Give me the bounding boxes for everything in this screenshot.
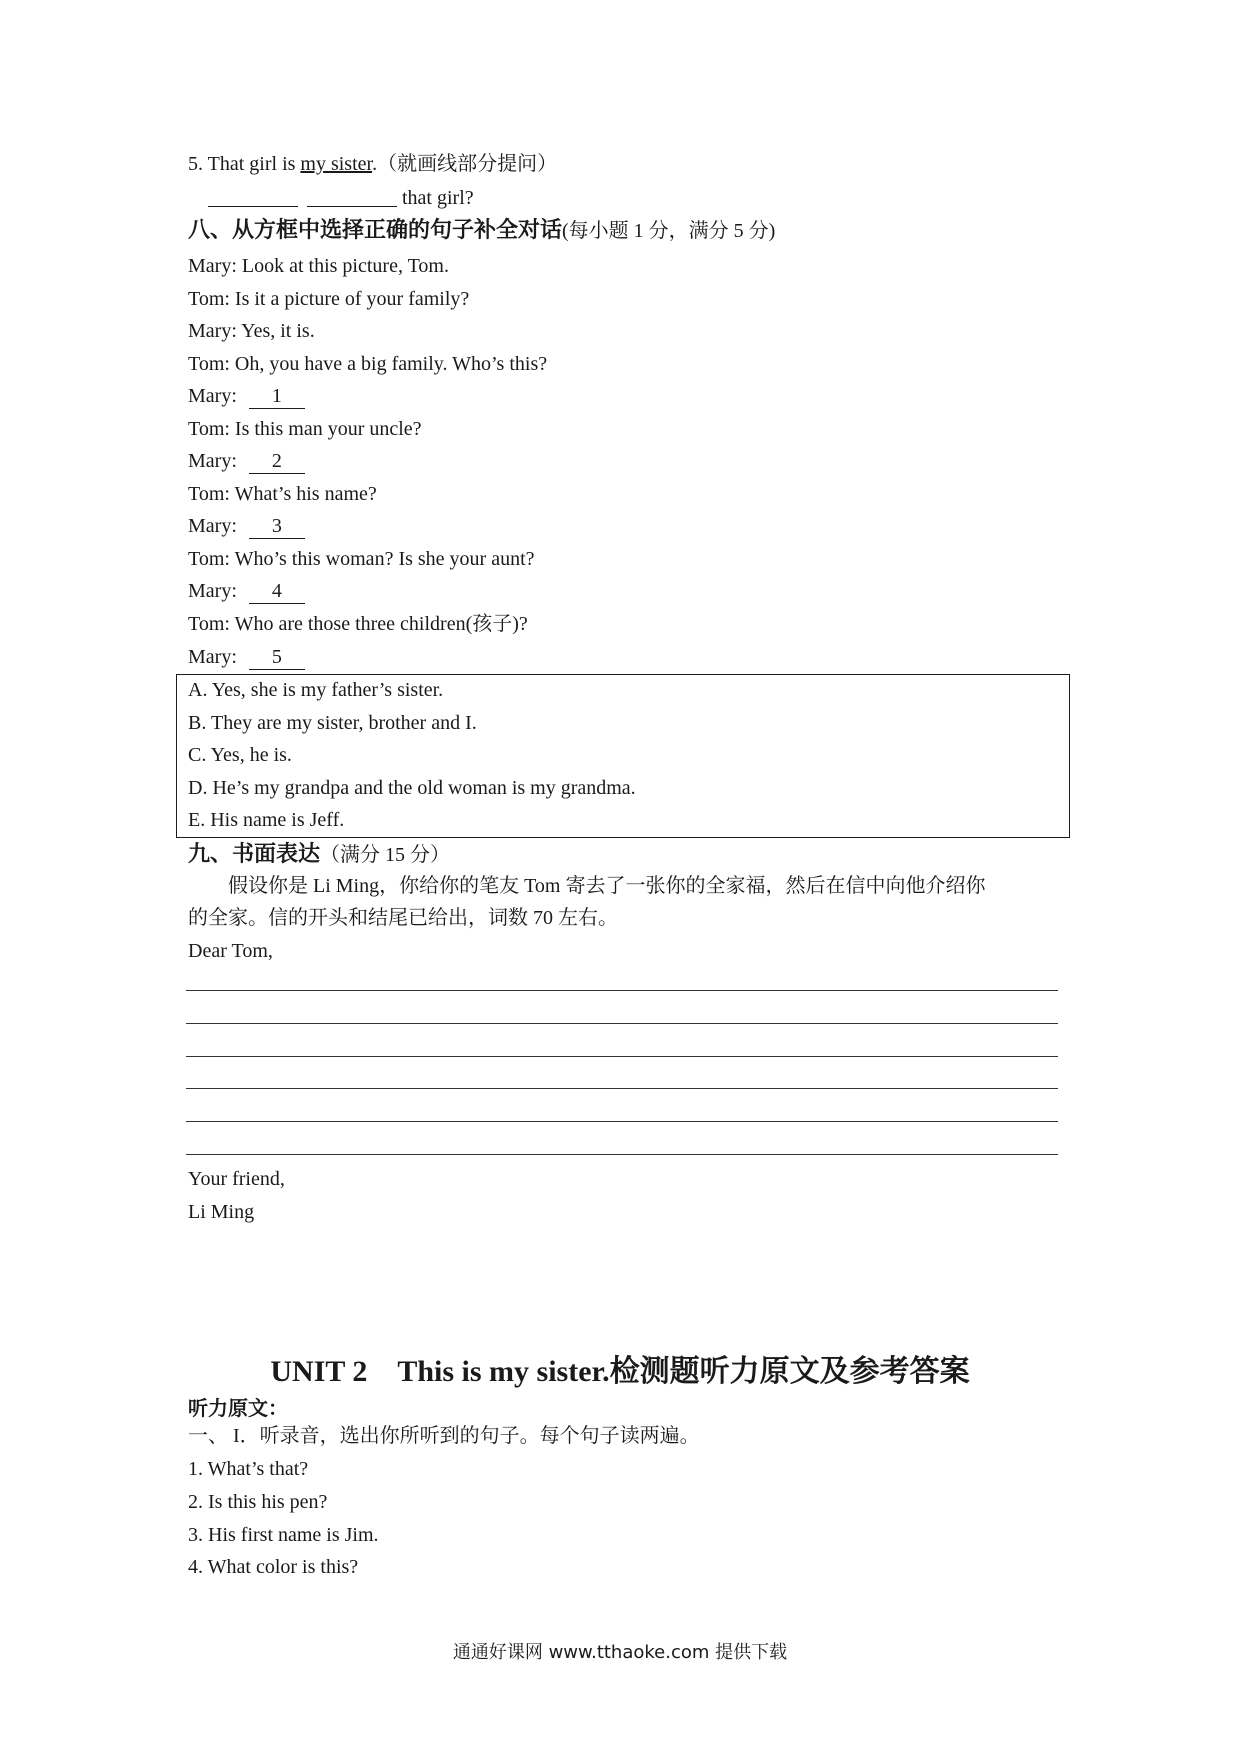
option-a: A. Yes, she is my father’s sister.	[188, 679, 444, 701]
writing-line[interactable]	[186, 1088, 1058, 1089]
dialogue-line: Tom: What’s his name?	[188, 483, 377, 505]
dialogue-line: Tom: Who’s this woman? Is she your aunt?	[188, 548, 535, 570]
writing-line[interactable]	[186, 1023, 1058, 1024]
blank-4[interactable]: 4	[249, 579, 305, 604]
dialogue-line: Mary: 1	[188, 384, 305, 409]
writing-prompt: 假设你是 Li Ming，你给你的笔友 Tom 寄去了一张你的全家福，然后在信中向他介绍你	[228, 875, 986, 897]
letter-greeting: Dear Tom,	[188, 940, 273, 962]
letter-closing: Your friend,	[188, 1168, 285, 1190]
blank-2[interactable]: 2	[249, 449, 305, 474]
page-footer: 通通好课网 www.tthaoke.com 提供下载	[452, 1642, 788, 1663]
listening-instruction: 一、 I．听录音，选出你所听到的句子。每个句子读两遍。	[188, 1425, 700, 1447]
dialogue-line: Mary: Look at this picture, Tom.	[188, 255, 449, 277]
section-9-heading: 九、书面表达（满分 15 分）	[188, 841, 451, 866]
writing-line[interactable]	[186, 990, 1058, 991]
question-5-answer-line: that girl?	[208, 186, 474, 210]
dialogue-line: Mary: 4	[188, 579, 305, 604]
dialogue-line: Tom: Who are those three children(孩子)?	[188, 613, 528, 635]
blank-3[interactable]: 3	[249, 514, 305, 539]
listening-heading: 听力原文：	[188, 1398, 288, 1420]
answer-blank[interactable]	[208, 186, 298, 207]
dialogue-line: Mary: 2	[188, 449, 305, 474]
writing-line[interactable]	[186, 1056, 1058, 1057]
letter-signature: Li Ming	[188, 1201, 255, 1223]
listening-item: 3. His first name is Jim.	[188, 1524, 379, 1546]
dialogue-line: Tom: Is it a picture of your family?	[188, 288, 470, 310]
writing-line[interactable]	[186, 1121, 1058, 1122]
listening-item: 4. What color is this?	[188, 1556, 359, 1578]
blank-1[interactable]: 1	[249, 384, 305, 409]
dialogue-line: Tom: Oh, you have a big family. Who’s this?	[188, 353, 548, 375]
option-d: D. He’s my grandpa and the old woman is my grandma.	[188, 777, 636, 799]
dialogue-line: Tom: Is this man your uncle?	[188, 418, 422, 440]
question-5: 5. That girl is my sister.（就画线部分提问）	[188, 153, 558, 175]
underlined-phrase: my sister	[300, 153, 373, 175]
option-b: B. They are my sister, brother and I.	[188, 712, 477, 734]
dialogue-line: Mary: 5	[188, 645, 305, 670]
dialogue-line: Mary: Yes, it is.	[188, 320, 315, 342]
listening-item: 1. What’s that?	[188, 1458, 309, 1480]
option-e: E. His name is Jeff.	[188, 809, 345, 831]
option-c: C. Yes, he is.	[188, 744, 292, 766]
writing-line[interactable]	[186, 1154, 1058, 1155]
answer-blank[interactable]	[307, 186, 397, 207]
blank-5[interactable]: 5	[249, 645, 305, 670]
writing-prompt: 的全家。信的开头和结尾已给出，词数 70 左右。	[188, 907, 618, 929]
dialogue-line: Mary: 3	[188, 514, 305, 539]
listening-item: 2. Is this his pen?	[188, 1491, 328, 1513]
answers-title: UNIT 2 This is my sister.检测题听力原文及参考答案	[270, 1355, 970, 1388]
section-8-heading: 八、从方框中选择正确的句子补全对话(每小题 1 分，满分 5 分)	[188, 217, 776, 242]
